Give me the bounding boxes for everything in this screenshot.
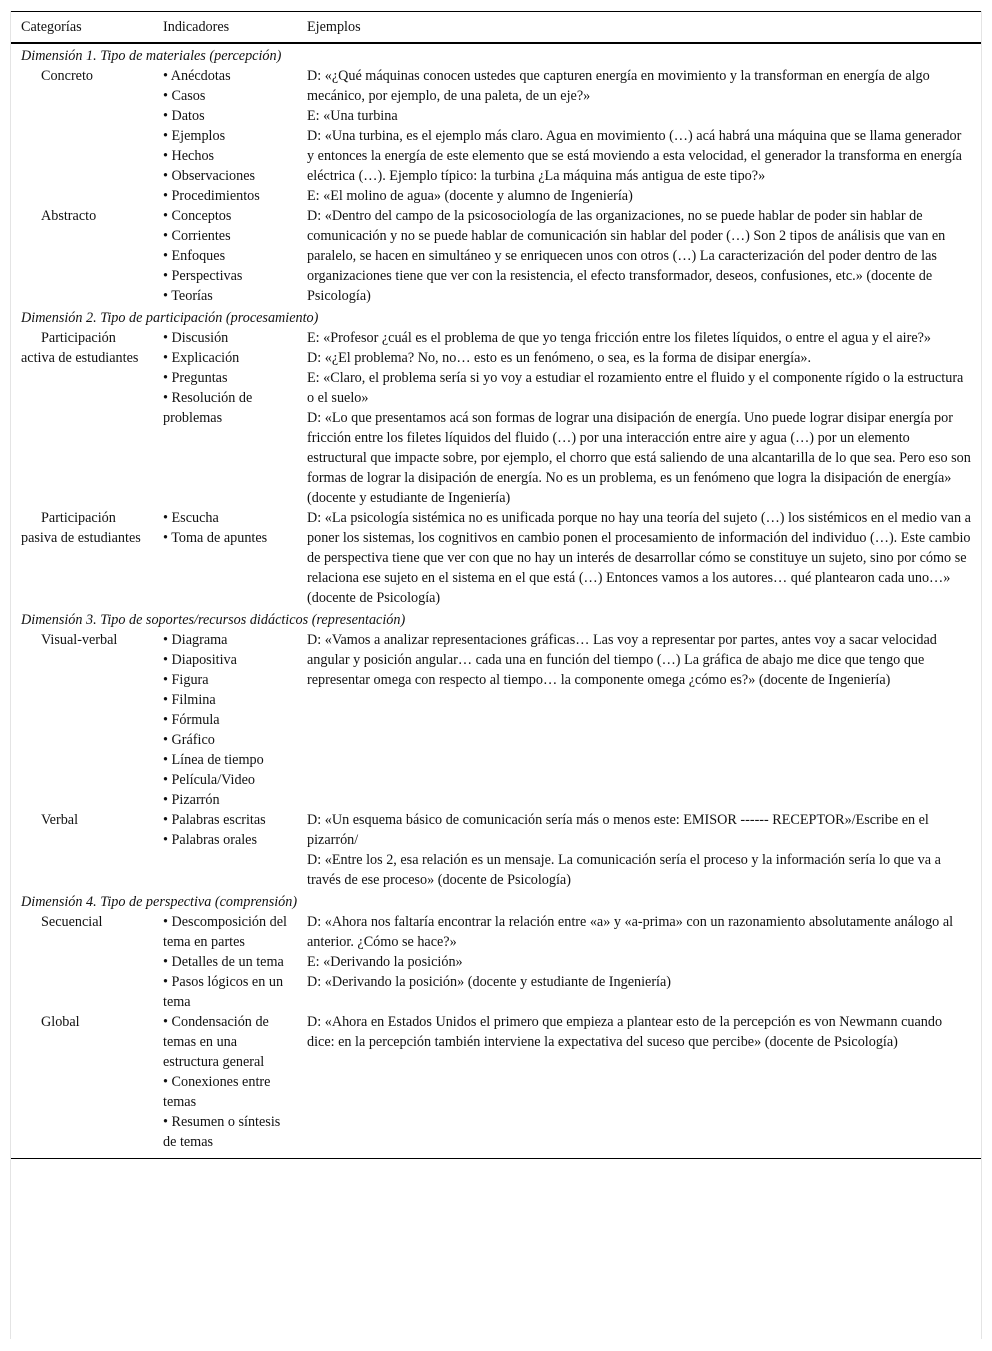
- indicator-item: • Gráfico: [163, 732, 215, 748]
- examples-cell: [297, 508, 981, 608]
- header-indicadores: Indicadores: [163, 19, 230, 35]
- table-row: [11, 508, 981, 608]
- indicator-item: • Resolución de problemas: [163, 390, 253, 426]
- indicator-item: • Preguntas: [163, 370, 228, 386]
- indicators-cell: [153, 328, 297, 508]
- category-cell: Participación activa de estudiantes: [21, 330, 139, 366]
- example-quote: D: «¿El problema? No, no… esto es un fenómeno, o sea, es la forma de disipar energía».: [307, 350, 812, 366]
- table-row: [11, 810, 981, 890]
- examples-cell: [297, 328, 981, 508]
- example-quote: E: «Profesor ¿cuál es el problema de que yo tenga fricción entre los filetes líquidos, o entre el agua y el aire?»: [307, 330, 932, 346]
- indicator-item: • Anécdotas: [163, 68, 231, 84]
- indicator-item: • Procedimientos: [163, 188, 260, 204]
- indicator-item: • Filmina: [163, 692, 216, 708]
- indicator-item: • Palabras escritas: [163, 812, 266, 828]
- examples-cell: [297, 66, 981, 206]
- dimension-row: [11, 608, 981, 630]
- indicator-item: • Casos: [163, 88, 206, 104]
- indicators-cell: [153, 810, 297, 890]
- indicator-item: • Detalles de un tema: [163, 954, 284, 970]
- example-quote: E: «El molino de agua» (docente y alumno de Ingeniería): [307, 188, 633, 204]
- table-row: [11, 328, 981, 508]
- header-categorias: Categorías: [21, 19, 82, 35]
- header-ejemplos: Ejemplos: [307, 19, 361, 35]
- table-row: [11, 912, 981, 1012]
- example-quote: E: «Una turbina: [307, 108, 398, 124]
- example-quote: D: «¿Qué máquinas conocen ustedes que capturen energía en movimiento y la transforman en energía de algo mecánico, por ejemplo, de una paleta, de un eje?»: [307, 68, 930, 104]
- indicator-item: • Conexiones entre temas: [163, 1074, 271, 1110]
- indicator-item: • Pasos lógicos en un tema: [163, 974, 284, 1010]
- table-header: [11, 12, 981, 44]
- example-quote: D: «Un esquema básico de comunicación sería más o menos este: EMISOR ------ RECEPTOR»/Escribe en el pizarrón/: [307, 812, 929, 848]
- indicator-item: • Ejemplos: [163, 128, 226, 144]
- category-cell: Global: [41, 1014, 80, 1030]
- indicators-cell: [153, 630, 297, 810]
- dimension-title: Dimensión 2. Tipo de participación (procesamiento): [21, 310, 319, 326]
- dimension-title: Dimensión 1. Tipo de materiales (percepción): [21, 48, 282, 64]
- indicator-item: • Diapositiva: [163, 652, 237, 668]
- indicator-item: • Observaciones: [163, 168, 256, 184]
- indicator-item: • Explicación: [163, 350, 240, 366]
- indicator-item: • Teorías: [163, 288, 213, 304]
- category-cell: Concreto: [41, 68, 94, 84]
- category-cell: Visual-verbal: [41, 632, 118, 648]
- indicator-item: • Perspectivas: [163, 268, 243, 284]
- header-row: [11, 12, 981, 44]
- indicator-item: • Escucha: [163, 510, 219, 526]
- indicators-cell: [153, 206, 297, 306]
- indicators-cell: [153, 1012, 297, 1159]
- indicator-item: • Fórmula: [163, 712, 220, 728]
- category-cell: Verbal: [41, 812, 79, 828]
- indicator-item: • Descomposición del tema en partes: [163, 914, 287, 950]
- category-cell: Participación pasiva de estudiantes: [21, 510, 141, 546]
- examples-cell: [297, 1012, 981, 1159]
- example-quote: D: «Vamos a analizar representaciones gráficas… Las voy a representar por partes, antes voy a sacar velocidad angular y posición angular… cada una en función del tiempo (…) La gráfica de abajo me dice que tengo que representar omega con respecto al tiempo… la componente omega ¿cómo es?» (docente de Ingeniería): [307, 632, 937, 688]
- indicator-item: • Toma de apuntes: [163, 530, 268, 546]
- category-cell: Abstracto: [41, 208, 97, 224]
- indicators-cell: [153, 66, 297, 206]
- table-row: [11, 1012, 981, 1159]
- examples-cell: [297, 206, 981, 306]
- indicator-item: • Corrientes: [163, 228, 231, 244]
- example-quote: D: «Dentro del campo de la psicosociología de las organizaciones, no se puede hablar de poder sin hablar de comunicación y no se puede hablar de comunicación sin hablar del poder (…) Son 2 tipos de análisis que van en paralelo, se hacen en simultáneo y se enriquecen unos con otros (…) La caracterización del poder dentro de las organizaciones tiene que ver con la resistencia, el efecto transformador, deseos, confusiones, etc.» (docente de Psicología): [307, 208, 946, 304]
- indicator-item: • Datos: [163, 108, 205, 124]
- indicator-item: • Pizarrón: [163, 792, 220, 808]
- examples-cell: [297, 630, 981, 810]
- example-quote: D: «Entre los 2, esa relación es un mensaje. La comunicación sería el proceso y la información sería lo que va a través de ese proceso» (docente de Psicología): [307, 852, 941, 888]
- example-quote: D: «Derivando la posición» (docente y estudiante de Ingeniería): [307, 974, 672, 990]
- indicator-item: • Condensación de temas en una estructura general: [163, 1014, 269, 1070]
- indicator-item: • Palabras orales: [163, 832, 257, 848]
- example-quote: D: «Ahora nos faltaría encontrar la relación entre «a» y «a-prima» con un razonamiento absolutamente análogo al anterior. ¿Cómo se hace?»: [307, 914, 954, 950]
- indicators-cell: [153, 912, 297, 1012]
- example-quote: D: «Una turbina, es el ejemplo más claro. Agua en movimiento (…) acá habrá una máquina que se llama generador y entonces la energía de este elemento que se está moviendo a esta velocidad, el generador la transforma en energía eléctrica (…). Ejemplo típico: la turbina ¿La máquina más antigua de este tipo?»: [307, 128, 962, 184]
- categories-table: [11, 11, 981, 1159]
- dimension-title: Dimensión 3. Tipo de soportes/recursos didácticos (representación): [21, 612, 406, 628]
- dimension-row: [11, 890, 981, 912]
- indicator-item: • Discusión: [163, 330, 229, 346]
- dimension-row: [11, 306, 981, 328]
- example-quote: D: «Lo que presentamos acá son formas de lograr una disipación de energía. Uno puede lograr disipar energía por fricción entre los filetes líquidos del fluido (…) por una interacción entre aire y agua (…) por un elemento estructural que impacte sobre, por ejemplo, el chorro que está saliendo de una alcantarilla de lo que sea. Pero eso son formas de lograr la disipación de energía. No es un problema, es un fenómeno que logra la disipación de energía» (docente y estudiante de Ingeniería): [307, 410, 971, 506]
- table-row: [11, 66, 981, 206]
- example-quote: D: «La psicología sistémica no es unificada porque no hay una teoría del sujeto (…) los sistémicos en el medio van a poner los sistemas, los cognitivos en cambio ponen el procesamiento de información del individuo (…). Este cambio de perspectiva tiene que ver con que no hay un interés de desarrollar cómo se constituye un sujeto, sino por cómo se relaciona ese sujeto en el sistema en el que está (…) Entonces vamos a los autores… qué plantearon cada uno…» (docente de Psicología): [307, 510, 971, 606]
- indicator-item: • Diagrama: [163, 632, 228, 648]
- category-cell: Secuencial: [41, 914, 103, 930]
- dimension-row: [11, 43, 981, 66]
- examples-cell: [297, 810, 981, 890]
- indicator-item: • Línea de tiempo: [163, 752, 264, 768]
- examples-cell: [297, 912, 981, 1012]
- example-quote: E: «Derivando la posición»: [307, 954, 463, 970]
- table-row: [11, 630, 981, 810]
- indicator-item: • Conceptos: [163, 208, 232, 224]
- table-body: [11, 43, 981, 1159]
- indicator-item: • Figura: [163, 672, 209, 688]
- table-row: [11, 206, 981, 306]
- indicator-item: • Hechos: [163, 148, 215, 164]
- indicator-item: • Enfoques: [163, 248, 226, 264]
- indicators-cell: [153, 508, 297, 608]
- indicator-item: • Película/Video: [163, 772, 255, 788]
- indicator-item: • Resumen o síntesis de temas: [163, 1114, 281, 1150]
- example-quote: E: «Claro, el problema sería si yo voy a estudiar el rozamiento entre el fluido y el componente rígido o la estructura o el suelo»: [307, 370, 964, 406]
- dimension-title: Dimensión 4. Tipo de perspectiva (comprensión): [21, 894, 298, 910]
- example-quote: D: «Ahora en Estados Unidos el primero que empieza a plantear esto de la percepción es von Newmann cuando dice: en la percepción también interviene la expectativa del suceso que percibe» (docente de Psicología): [307, 1014, 943, 1050]
